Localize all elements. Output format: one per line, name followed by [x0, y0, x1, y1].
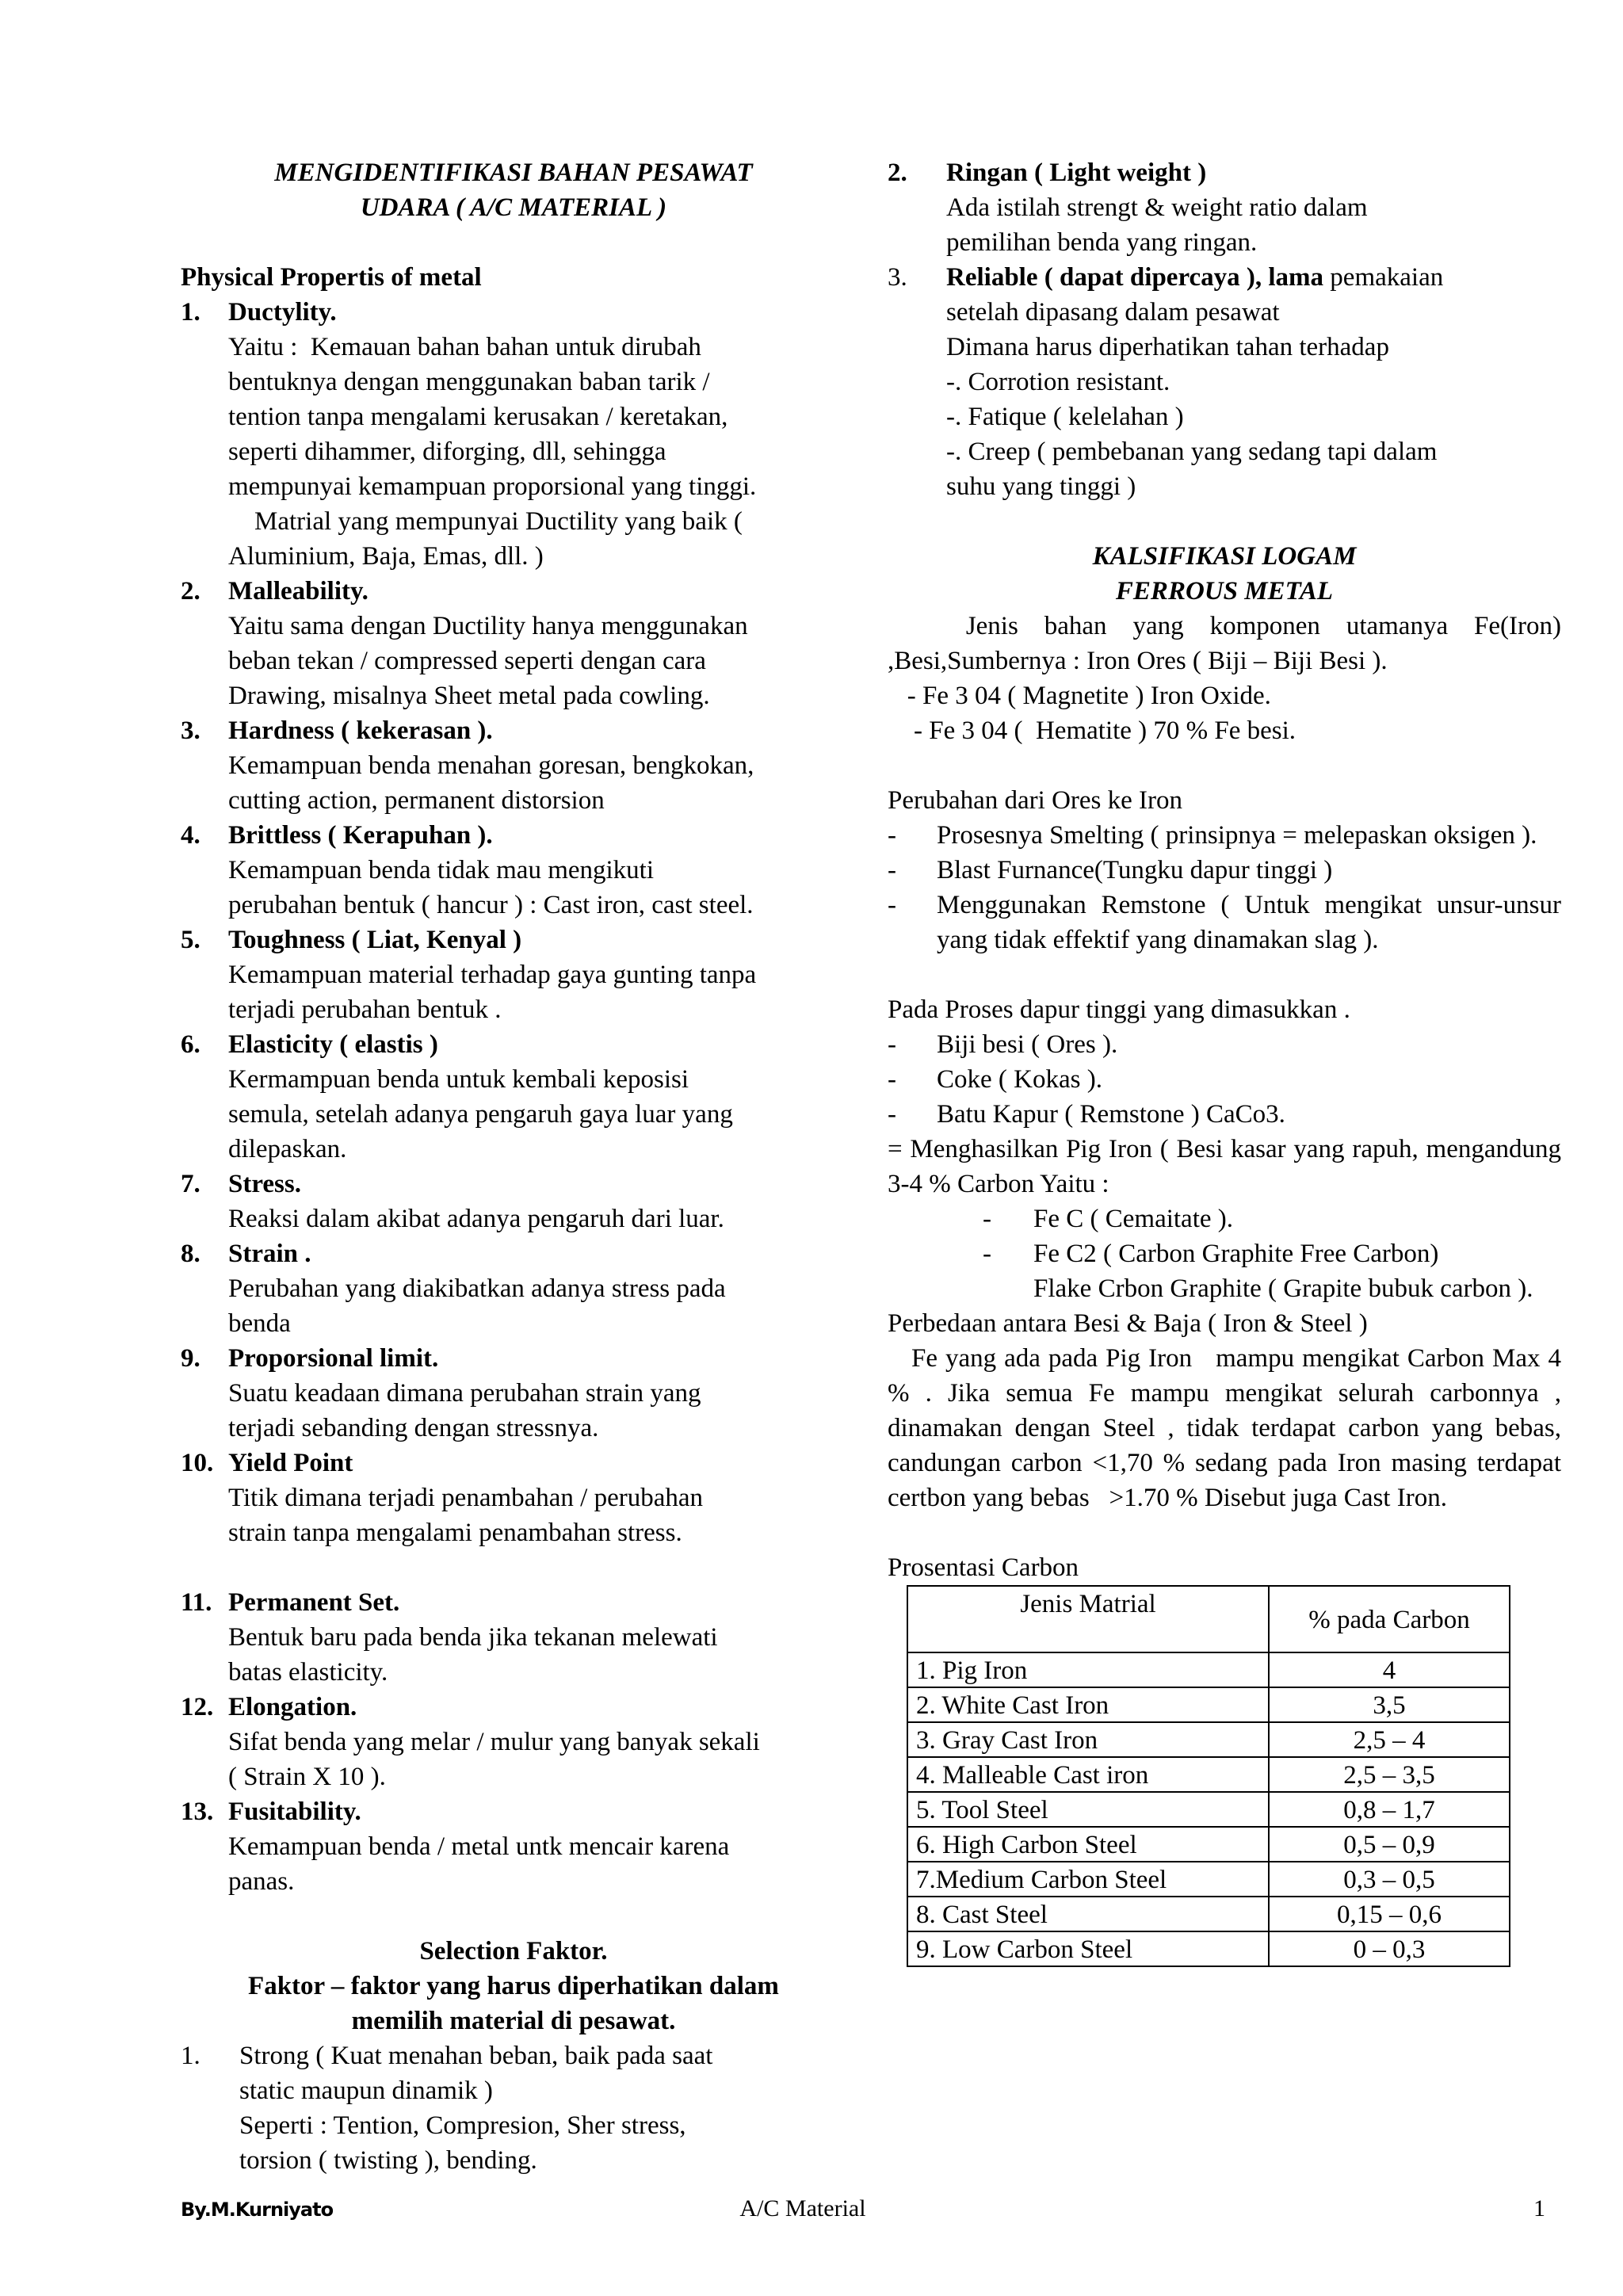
selection-item-strong — [181, 2038, 846, 2178]
ferrous-line-2: - Fe 3 04 ( Hematite ) 70 % Fe besi. — [888, 716, 1296, 745]
selection-item-light — [888, 155, 1561, 260]
dash-bullet: - — [888, 1030, 896, 1059]
selection-title: Selection Faktor. — [419, 1937, 608, 1966]
dash-list-item — [888, 818, 1561, 853]
right-column — [888, 155, 1568, 1967]
pig-sub-item-1 — [888, 1201, 1561, 1236]
perubahan-heading: Perubahan dari Ores ke Iron — [888, 786, 1183, 815]
property-item — [181, 713, 846, 818]
dash-bullet: - — [888, 1100, 896, 1129]
pig-sub-text-continued: Flake Crbon Graphite ( Grapite bubuk carbon ). — [1033, 1274, 1533, 1303]
perbedaan-heading: Perbedaan antara Besi & Baja ( Iron & Steel ) — [888, 1309, 1368, 1338]
item-number: 6. — [181, 1030, 200, 1059]
item-line: seperti dihammer, diforging, dll, sehingga — [228, 437, 666, 466]
dash-text: Blast Furnance(Tungku dapur tinggi ) — [937, 856, 1333, 884]
item-line: tention tanpa mengalami kerusakan / keretakan, — [228, 403, 728, 431]
item-body — [946, 260, 1443, 504]
item-heading: Brittless ( Kerapuhan ). — [228, 821, 493, 850]
table-row — [907, 1722, 1510, 1757]
perubahan-list — [888, 818, 1561, 957]
item-body — [228, 1794, 729, 1899]
table-row — [907, 1757, 1510, 1792]
table-row — [907, 1897, 1510, 1931]
table-cell-material: 5. Tool Steel — [907, 1792, 1269, 1827]
table-header-percent: % pada Carbon — [1269, 1586, 1510, 1652]
pig-iron-paragraph: = Menghasilkan Pig Iron ( Besi kasar yang rapuh, mengandung 3-4 % Carbon Yaitu : — [888, 1135, 1561, 1198]
item-number: 3. — [181, 716, 200, 745]
item-number: 2. — [181, 577, 200, 606]
item-body — [228, 1690, 760, 1794]
dash-list-item — [888, 1097, 1561, 1132]
item-line: Kemampuan material terhadap gaya gunting tanpa — [228, 961, 757, 989]
pig-sub-text: Fe C ( Cemaitate ). — [1033, 1205, 1234, 1233]
table-row — [907, 1687, 1510, 1722]
dash-list-item — [888, 1062, 1561, 1097]
property-item — [181, 1027, 846, 1167]
item-line: terjadi perubahan bentuk . — [228, 995, 502, 1024]
table-row — [907, 1792, 1510, 1827]
item-line: perubahan bentuk ( hancur ) : Cast iron, cast steel. — [228, 891, 754, 919]
item-heading: Reliable ( dapat dipercaya ), lama — [946, 263, 1324, 292]
page-footer — [181, 2195, 1561, 2230]
dash-list-item — [888, 853, 1561, 888]
pig-sub-text: Fe C2 ( Carbon Graphite Free Carbon) — [1033, 1240, 1439, 1268]
item-line: Matrial yang mempunyai Ductility yang baik ( — [228, 507, 743, 536]
item-body — [228, 713, 754, 818]
item-body — [228, 818, 754, 923]
dash-text: Biji besi ( Ores ). — [937, 1030, 1118, 1059]
item-line: Kermampuan benda untuk kembali keposisi — [228, 1065, 689, 1094]
selection-subtitle-1: Faktor – faktor yang harus diperhatikan dalam — [248, 1972, 779, 2000]
item-line: Titik dimana terjadi penambahan / perubahan — [228, 1484, 704, 1512]
item-body — [239, 2038, 712, 2178]
item-heading: Ringan ( Light weight ) — [946, 159, 1207, 187]
table-cell-material: 3. Gray Cast Iron — [907, 1722, 1269, 1757]
item-number: 7. — [181, 1170, 200, 1198]
item-number: 3. — [888, 263, 907, 292]
item-number: 13. — [181, 1797, 214, 1826]
item-line: beban tekan / compressed seperti dengan cara — [228, 647, 706, 675]
item-number: 1. — [181, 298, 200, 327]
dash-text: Coke ( Kokas ). — [937, 1065, 1102, 1094]
table-cell-material: 2. White Cast Iron — [907, 1687, 1269, 1722]
table-header-row — [907, 1586, 1510, 1652]
ferrous-paragraph: Jenis bahan yang komponen utamanya Fe(Iron) ,Besi,Sumbernya : Iron Ores ( Biji – Biji Besi ). — [888, 612, 1568, 675]
item-line: Sifat benda yang melar / mulur yang banyak sekali — [228, 1728, 760, 1756]
item-body — [228, 1585, 718, 1690]
item-body — [946, 155, 1368, 260]
table-cell-material: 8. Cast Steel — [907, 1897, 1269, 1931]
item-line: Aluminium, Baja, Emas, dll. ) — [228, 542, 544, 571]
item-line: Kemampuan benda / metal untk mencair karena — [228, 1832, 730, 1861]
item-line: pemilihan benda yang ringan. — [946, 228, 1258, 257]
property-item — [181, 1236, 846, 1341]
item-heading: Hardness ( kekerasan ). — [228, 716, 493, 745]
dash-list-item — [888, 1027, 1561, 1062]
item-heading: Malleability. — [228, 577, 369, 606]
item-line: Reaksi dalam akibat adanya pengaruh dari luar. — [228, 1205, 724, 1233]
prosentasi-heading: Prosentasi Carbon — [888, 1553, 1079, 1582]
item-heading-line — [946, 260, 1443, 295]
item-heading: Permanent Set. — [228, 1588, 400, 1617]
item-number: 4. — [181, 821, 200, 850]
item-line: cutting action, permanent distorsion — [228, 786, 605, 815]
item-number: 12. — [181, 1693, 214, 1721]
item-line: panas. — [228, 1867, 295, 1896]
section-heading: Physical Propertis of metal — [181, 263, 482, 292]
table-cell-material: 7.Medium Carbon Steel — [907, 1862, 1269, 1897]
item-line: batas elasticity. — [228, 1658, 388, 1687]
ferrous-line-1: - Fe 3 04 ( Magnetite ) Iron Oxide. — [888, 682, 1271, 710]
item-line: static maupun dinamik ) — [239, 2076, 493, 2105]
proses-list — [888, 1027, 1561, 1132]
item-line: bentuknya dengan menggunakan baban tarik / — [228, 368, 710, 396]
dash-list-item — [888, 888, 1561, 957]
item-line: semula, setelah adanya pengaruh gaya luar yang — [228, 1100, 733, 1129]
item-body — [228, 1446, 703, 1550]
item-body — [228, 574, 748, 713]
dash-text: Batu Kapur ( Remstone ) CaCo3. — [937, 1100, 1285, 1129]
item-heading: Proporsional limit. — [228, 1344, 439, 1373]
item-line: Bentuk baru pada benda jika tekanan melewati — [228, 1623, 718, 1652]
table-cell-percent: 0,8 – 1,7 — [1269, 1792, 1510, 1827]
table-row — [907, 1827, 1510, 1862]
pig-sub-item-2 — [888, 1236, 1561, 1271]
table-cell-percent: 0 – 0,3 — [1269, 1931, 1510, 1966]
item-heading-tail: pemakaian — [1323, 263, 1444, 292]
left-column — [181, 155, 846, 2178]
item-heading: Fusitability. — [228, 1797, 361, 1826]
item-body — [228, 1236, 726, 1341]
table-cell-percent: 3,5 — [1269, 1687, 1510, 1722]
item-line: ( Strain X 10 ). — [228, 1763, 386, 1791]
item-number: 2. — [888, 159, 907, 187]
item-number: 5. — [181, 926, 200, 954]
page-number: 1 — [1533, 2195, 1545, 2222]
dash-text: Prosesnya Smelting ( prinsipnya = melepaskan oksigen ). — [937, 821, 1537, 850]
item-heading: Toughness ( Liat, Kenyal ) — [228, 926, 522, 954]
property-item — [181, 574, 846, 713]
item-line: Yaitu sama dengan Ductility hanya menggunakan — [228, 612, 748, 640]
dash-bullet: - — [983, 1205, 991, 1233]
item-number: 9. — [181, 1344, 200, 1373]
classification-title-2: FERROUS METAL — [1115, 577, 1334, 606]
perbedaan-paragraph: Fe yang ada pada Pig Iron mampu mengikat Carbon Max 4 % . Jika semua Fe mampu mengikat selurah carbonnya , dinamakan dengan Steel , tidak terdapat carbon yang bebas, candungan carbon <1,70 % sedang pada Iron masing terdapat certbon yang bebas >1.70 % Disebut juga Cast Iron. — [888, 1344, 1568, 1512]
item-line: Kemampuan benda menahan goresan, bengkokan, — [228, 751, 754, 780]
item-line: setelah dipasang dalam pesawat — [946, 298, 1280, 327]
item-number: 1. — [181, 2042, 200, 2070]
item-body — [228, 923, 756, 1027]
property-item — [181, 295, 846, 574]
item-body — [228, 295, 756, 574]
selection-item-reliable — [888, 260, 1561, 504]
property-item — [181, 1794, 846, 1899]
dash-bullet: - — [888, 821, 896, 850]
item-line: Kemampuan benda tidak mau mengikuti — [228, 856, 655, 884]
item-line: -. Corrotion resistant. — [946, 368, 1170, 396]
item-lines — [946, 190, 1368, 260]
item-line: -. Fatique ( kelelahan ) — [946, 403, 1184, 431]
item-line: Suatu keadaan dimana perubahan strain yang — [228, 1379, 701, 1408]
property-item — [181, 923, 846, 1027]
classification-title-1: KALSIFIKASI LOGAM — [1092, 542, 1357, 571]
table-row — [907, 1931, 1510, 1966]
item-heading: Strain . — [228, 1240, 311, 1268]
dash-text: Menggunakan Remstone ( Untuk mengikat unsur-unsur yang tidak effektif yang dinamakan slag ). — [937, 891, 1561, 954]
table-cell-percent: 2,5 – 3,5 — [1269, 1757, 1510, 1792]
carbon-table — [907, 1585, 1510, 1967]
property-list — [181, 295, 846, 1550]
table-header-material: Jenis Matrial — [907, 1586, 1269, 1652]
table-cell-material: 4. Malleable Cast iron — [907, 1757, 1269, 1792]
table-row — [907, 1862, 1510, 1897]
item-line: Dimana harus diperhatikan tahan terhadap — [946, 333, 1389, 361]
item-line: dilepaskan. — [228, 1135, 347, 1163]
dash-bullet: - — [983, 1240, 991, 1268]
property-item — [181, 1341, 846, 1446]
item-number: 8. — [181, 1240, 200, 1268]
item-line: terjadi sebanding dengan stressnya. — [228, 1414, 599, 1442]
item-line: Drawing, misalnya Sheet metal pada cowling. — [228, 682, 710, 710]
table-cell-percent: 0,3 – 0,5 — [1269, 1862, 1510, 1897]
item-line: Yaitu : Kemauan bahan bahan untuk dirubah — [228, 333, 701, 361]
item-lines — [946, 295, 1443, 504]
item-number: 11. — [181, 1588, 212, 1617]
item-heading: Ductylity. — [228, 298, 337, 327]
property-item — [181, 1690, 846, 1794]
dash-bullet: - — [888, 891, 896, 919]
property-item — [181, 1167, 846, 1236]
footer-title: A/C Material — [739, 2195, 866, 2222]
footer-author: By.M.Kurniyato — [181, 2199, 334, 2221]
dash-bullet: - — [888, 856, 896, 884]
item-body — [228, 1027, 733, 1167]
item-line: benda — [228, 1309, 291, 1338]
item-heading: Yield Point — [228, 1449, 353, 1477]
item-line: Seperti : Tention, Compresion, Sher stress, — [239, 2111, 686, 2140]
item-line: torsion ( twisting ), bending. — [239, 2146, 537, 2175]
property-item — [181, 1585, 846, 1690]
table-cell-percent: 0,5 – 0,9 — [1269, 1827, 1510, 1862]
item-line: suhu yang tinggi ) — [946, 472, 1136, 501]
doc-title-line1: MENGIDENTIFIKASI BAHAN PESAWAT — [274, 159, 753, 187]
dash-bullet: - — [888, 1065, 896, 1094]
table-cell-percent: 0,15 – 0,6 — [1269, 1897, 1510, 1931]
item-line: mempunyai kemampuan proporsional yang tinggi. — [228, 472, 757, 501]
item-number: 10. — [181, 1449, 214, 1477]
proses-heading: Pada Proses dapur tinggi yang dimasukkan . — [888, 995, 1350, 1024]
doc-title-line2: UDARA ( A/C MATERIAL ) — [360, 193, 667, 222]
item-line: -. Creep ( pembebanan yang sedang tapi dalam — [946, 437, 1438, 466]
selection-subtitle-2: memilih material di pesawat. — [351, 2007, 676, 2035]
item-line: Ada istilah strengt & weight ratio dalam — [946, 193, 1368, 222]
table-cell-material: 6. High Carbon Steel — [907, 1827, 1269, 1862]
item-line: Perubahan yang diakibatkan adanya stress pada — [228, 1274, 726, 1303]
property-item — [181, 1446, 846, 1550]
table-cell-percent: 4 — [1269, 1652, 1510, 1687]
item-body — [228, 1167, 724, 1236]
property-item — [181, 818, 846, 923]
table-row — [907, 1652, 1510, 1687]
item-line: strain tanpa mengalami penambahan stress. — [228, 1519, 682, 1547]
item-heading: Elongation. — [228, 1693, 357, 1721]
table-cell-material: 1. Pig Iron — [907, 1652, 1269, 1687]
item-body — [228, 1341, 701, 1446]
table-cell-percent: 2,5 – 4 — [1269, 1722, 1510, 1757]
item-line: Strong ( Kuat menahan beban, baik pada saat — [239, 2042, 713, 2070]
item-heading: Elasticity ( elastis ) — [228, 1030, 438, 1059]
property-list-continued — [181, 1585, 846, 1899]
table-cell-material: 9. Low Carbon Steel — [907, 1931, 1269, 1966]
item-heading: Stress. — [228, 1170, 301, 1198]
